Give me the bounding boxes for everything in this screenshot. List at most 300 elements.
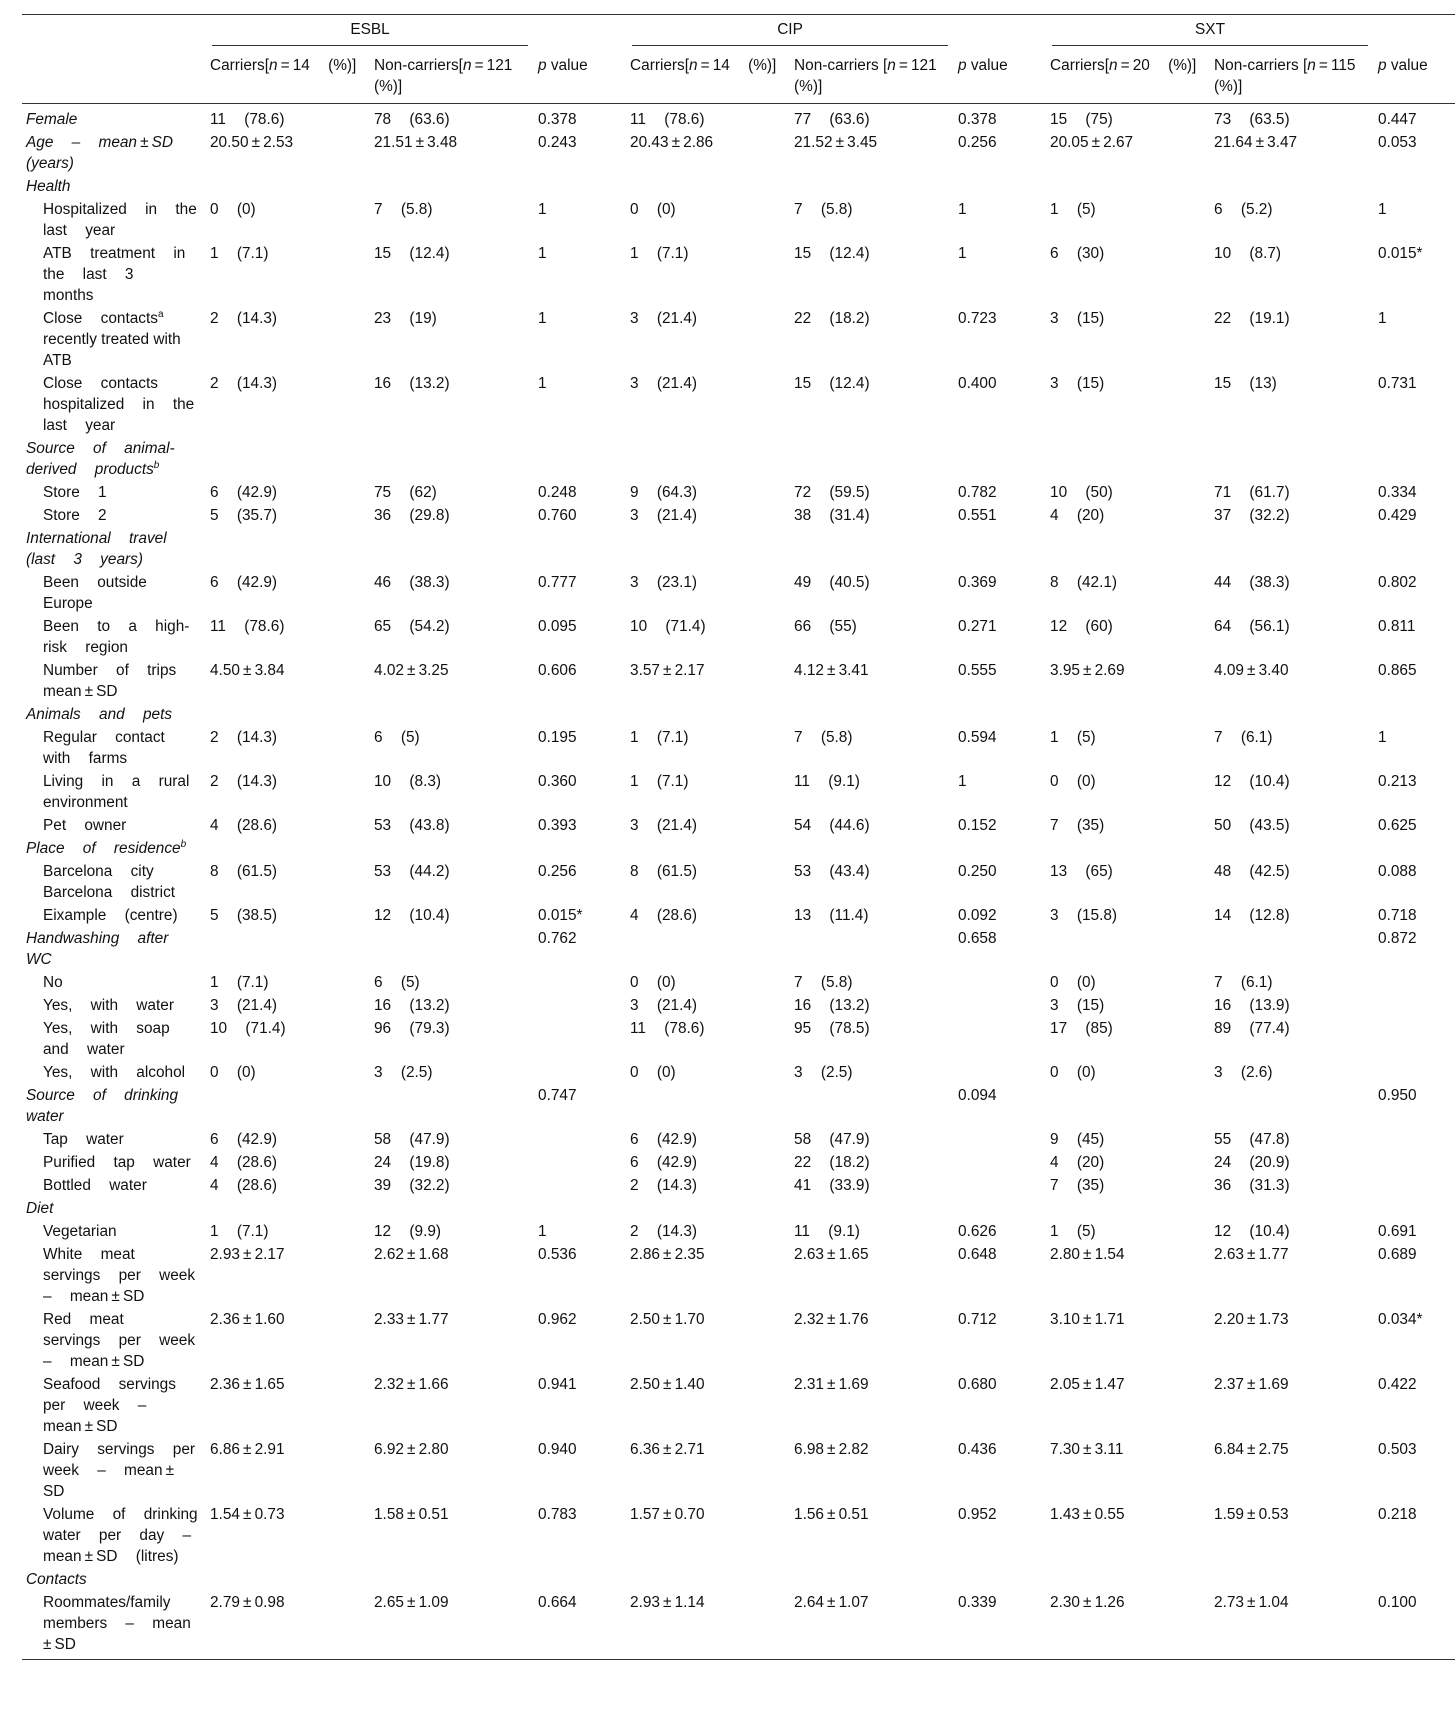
value-cell: 2.33 ± 1.77	[374, 1311, 449, 1328]
value-cell: 3.95 ± 2.69	[1050, 662, 1125, 679]
p-value-cell	[534, 175, 626, 198]
p-value-cell	[534, 1061, 626, 1084]
table-row	[22, 1243, 1455, 1308]
value-cell: 20.43 ± 2.86	[630, 134, 714, 151]
p-value-cell: 0.243	[538, 134, 577, 151]
p-value-cell	[954, 837, 1046, 860]
row-label: Place of residence$^b$	[26, 838, 187, 857]
value-cell: 1 (5)	[1050, 729, 1096, 746]
column-header: p value	[954, 51, 1046, 104]
value-cell	[1046, 437, 1210, 481]
value-cell: 6.92 ± 2.80	[374, 1441, 449, 1458]
value-cell: 7 (5.8)	[794, 729, 853, 746]
p-value-cell	[954, 1128, 1046, 1151]
value-cell: 8 (42.1)	[1050, 574, 1118, 591]
p-value-cell: 0.625	[1378, 817, 1417, 834]
value-cell: 23 (19)	[374, 310, 437, 327]
value-cell: 6.98 ± 2.82	[794, 1441, 869, 1458]
value-cell: 21.52 ± 3.45	[794, 134, 878, 151]
value-cell: 3 (21.4)	[630, 507, 698, 524]
value-cell: 3 (15)	[1050, 310, 1105, 327]
category-row	[22, 527, 1455, 571]
footnote-marker: b	[180, 838, 187, 850]
row-label: Tap water	[43, 1131, 124, 1148]
value-cell: 2.63 ± 1.77	[1214, 1246, 1289, 1263]
p-value-cell: 1	[538, 310, 547, 327]
table-row	[22, 1128, 1455, 1151]
p-value-cell	[1374, 437, 1455, 481]
value-cell	[790, 837, 954, 860]
p-value-cell: 0.689	[1378, 1246, 1417, 1263]
table-body	[22, 104, 1455, 1660]
value-cell	[626, 175, 790, 198]
p-value-cell: 0.094	[958, 1087, 997, 1104]
table-row	[22, 994, 1455, 1017]
value-cell: 1 (5)	[1050, 1223, 1096, 1240]
value-cell: 20.50 ± 2.53	[210, 134, 294, 151]
p-value-cell	[954, 527, 1046, 571]
row-label: ATB treatment in the last 3 months	[43, 245, 186, 304]
value-cell: 1.59 ± 0.53	[1214, 1506, 1289, 1523]
value-cell: 11 (9.1)	[794, 773, 860, 790]
value-cell: 6 (5.2)	[1214, 201, 1273, 218]
value-cell	[370, 1568, 534, 1591]
column-header-row	[22, 51, 1455, 104]
p-value-cell: 0.248	[538, 484, 577, 501]
table-row	[22, 242, 1455, 307]
p-value-cell: 0.378	[538, 111, 577, 128]
value-cell: 3 (2.5)	[794, 1064, 853, 1081]
p-value-cell: 0.088	[1378, 863, 1417, 880]
value-cell: 5 (38.5)	[210, 907, 278, 924]
value-cell	[790, 1084, 954, 1128]
p-value-cell: 0.339	[954, 1591, 1046, 1660]
category-row	[22, 437, 1455, 481]
value-cell: 0 (0)	[210, 201, 256, 218]
value-cell: 2.50 ± 1.70	[630, 1311, 705, 1328]
p-value-cell: 0.551	[958, 507, 997, 524]
p-value-cell	[1374, 175, 1455, 198]
value-cell: 2.79 ± 0.98	[206, 1591, 370, 1660]
p-value-cell	[954, 1568, 1046, 1591]
row-label: Female	[26, 111, 78, 128]
p-value-cell	[1374, 703, 1455, 726]
p-value-cell: 1	[1378, 729, 1387, 746]
value-cell: 7 (5.8)	[794, 201, 853, 218]
column-header: p value	[534, 51, 626, 104]
p-value-cell: 1	[958, 773, 967, 790]
category-row	[22, 1568, 1455, 1591]
value-cell	[1210, 1568, 1374, 1591]
category-row	[22, 927, 1455, 971]
value-cell: 16 (13.9)	[1214, 997, 1290, 1014]
category-row	[22, 104, 1455, 132]
value-cell: 4 (28.6)	[210, 1154, 278, 1171]
p-value-cell	[954, 1151, 1046, 1174]
p-value-cell: 0.152	[958, 817, 997, 834]
value-cell	[1046, 927, 1210, 971]
p-value-cell	[1374, 527, 1455, 571]
p-value-cell	[1374, 971, 1455, 994]
value-cell: 50 (43.5)	[1214, 817, 1290, 834]
value-cell	[626, 1084, 790, 1128]
value-cell: 78 (63.6)	[374, 111, 450, 128]
p-value-cell: 0.447	[1378, 111, 1417, 128]
p-value-cell	[534, 971, 626, 994]
value-cell: 10 (8.3)	[374, 773, 442, 790]
value-cell: 75 (62)	[374, 484, 437, 501]
value-cell: 1 (7.1)	[630, 773, 689, 790]
value-cell: 7 (5.8)	[374, 201, 433, 218]
p-value-cell: 0.606	[538, 662, 577, 679]
value-cell	[370, 527, 534, 571]
value-cell: 21.51 ± 3.48	[374, 134, 458, 151]
value-cell: 6.36 ± 2.71	[630, 1441, 705, 1458]
value-cell: 3 (15.8)	[1050, 907, 1118, 924]
row-label: Animals and pets	[26, 706, 173, 723]
value-cell: 7 (35)	[1050, 817, 1105, 834]
value-cell: 4.50 ± 3.84	[210, 662, 285, 679]
table-row	[22, 198, 1455, 242]
row-label: Volume of drinking water per day – mean ± SD (litres)	[43, 1506, 198, 1565]
p-value-cell: 0.195	[538, 729, 577, 746]
table-row	[22, 971, 1455, 994]
value-cell: 13 (65)	[1050, 863, 1113, 880]
p-value-cell: 0.664	[534, 1591, 626, 1660]
value-cell: 49 (40.5)	[794, 574, 870, 591]
value-cell: 6 (42.9)	[630, 1131, 698, 1148]
value-cell	[1046, 175, 1210, 198]
column-header: Carriers[n = 20 (%)]	[1046, 51, 1210, 104]
value-cell: 1.56 ± 0.51	[794, 1506, 869, 1523]
value-cell: 7 (35)	[1050, 1177, 1105, 1194]
p-value-cell	[1374, 1061, 1455, 1084]
p-value-cell	[534, 1128, 626, 1151]
p-value-cell: 0.691	[1378, 1223, 1417, 1240]
value-cell: 16 (13.2)	[374, 997, 450, 1014]
table-row	[22, 814, 1455, 837]
p-value-cell: 0.422	[1378, 1376, 1417, 1393]
p-value-cell: 0.952	[958, 1506, 997, 1523]
p-value-cell	[534, 1017, 626, 1061]
value-cell: 6.86 ± 2.91	[210, 1441, 285, 1458]
p-value-cell: 0.777	[538, 574, 577, 591]
column-header: Non-carriers [n = 121 (%)]	[790, 51, 954, 104]
value-cell	[790, 527, 954, 571]
row-label: Source of drinking water	[26, 1087, 179, 1125]
p-value-cell	[534, 994, 626, 1017]
table-row	[22, 615, 1455, 659]
table-row	[22, 904, 1455, 927]
row-label: Store 1	[43, 484, 107, 501]
value-cell	[790, 437, 954, 481]
p-value-cell	[1374, 1151, 1455, 1174]
value-cell: 16 (13.2)	[794, 997, 870, 1014]
value-cell: 2.65 ± 1.09	[370, 1591, 534, 1660]
row-label: Vegetarian	[43, 1223, 117, 1240]
p-value-cell: 0.762	[538, 930, 577, 947]
row-label: Barcelona city Barcelona district	[43, 863, 176, 901]
value-cell	[626, 927, 790, 971]
value-cell	[206, 175, 370, 198]
value-cell: 39 (32.2)	[374, 1177, 450, 1194]
value-cell: 2 (14.3)	[210, 375, 278, 392]
value-cell: 12 (60)	[1050, 618, 1113, 635]
p-value-cell: 0.100	[1374, 1591, 1455, 1660]
value-cell: 2.73 ± 1.04	[1210, 1591, 1374, 1660]
category-row	[22, 1197, 1455, 1220]
value-cell: 3 (21.4)	[210, 997, 278, 1014]
value-cell: 1.54 ± 0.73	[210, 1506, 285, 1523]
value-cell: 24 (19.8)	[374, 1154, 450, 1171]
group-spacer	[534, 15, 626, 52]
value-cell: 20.05 ± 2.67	[1050, 134, 1134, 151]
value-cell	[1210, 527, 1374, 571]
value-cell: 7.30 ± 3.11	[1050, 1441, 1124, 1458]
value-cell: 2 (14.3)	[210, 729, 278, 746]
footnote-marker: a	[157, 308, 164, 320]
value-cell: 2 (14.3)	[210, 310, 278, 327]
p-value-cell	[954, 971, 1046, 994]
p-value-cell: 0.718	[1378, 907, 1417, 924]
p-value-cell: 0.053	[1378, 134, 1417, 151]
value-cell: 2.80 ± 1.54	[1050, 1246, 1125, 1263]
column-header: p value	[1374, 51, 1455, 104]
table-row	[22, 1061, 1455, 1084]
table-row	[22, 1017, 1455, 1061]
p-value-cell	[534, 837, 626, 860]
table-row	[22, 860, 1455, 904]
p-value-cell	[954, 437, 1046, 481]
p-value-cell: 0.950	[1378, 1087, 1417, 1104]
value-cell: 4 (20)	[1050, 1154, 1105, 1171]
value-cell: 1 (7.1)	[210, 1223, 269, 1240]
value-cell: 9 (45)	[1050, 1131, 1105, 1148]
row-label: Regular contact with farms	[43, 729, 165, 767]
p-value-cell	[534, 527, 626, 571]
p-value-cell: 0.218	[1378, 1506, 1417, 1523]
value-cell: 2.20 ± 1.73	[1214, 1311, 1289, 1328]
value-cell	[626, 703, 790, 726]
p-value-cell: 0.400	[958, 375, 997, 392]
value-cell	[626, 1197, 790, 1220]
value-cell: 53 (43.4)	[794, 863, 870, 880]
p-value-cell: 0.731	[1378, 375, 1417, 392]
value-cell: 3.57 ± 2.17	[630, 662, 705, 679]
value-cell: 0 (0)	[1050, 773, 1096, 790]
p-value-cell: 0.941	[538, 1376, 577, 1393]
value-cell: 22 (18.2)	[794, 1154, 870, 1171]
p-value-cell	[1374, 837, 1455, 860]
row-label: Dairy servings per week – mean ± SD	[43, 1441, 196, 1500]
table-row	[22, 1174, 1455, 1197]
value-cell: 3 (23.1)	[630, 574, 698, 591]
row-label: International travel (last 3 years)	[26, 530, 167, 568]
value-cell: 6 (42.9)	[630, 1154, 698, 1171]
p-value-cell: 0.536	[538, 1246, 577, 1263]
value-cell: 10 (50)	[1050, 484, 1113, 501]
value-cell: 53 (43.8)	[374, 817, 450, 834]
value-cell: 0 (0)	[630, 974, 676, 991]
value-cell: 2.30 ± 1.26	[1046, 1591, 1210, 1660]
p-value-cell: 0.783	[538, 1506, 577, 1523]
value-cell: 2.93 ± 1.14	[626, 1591, 790, 1660]
p-value-cell	[534, 1197, 626, 1220]
value-cell: 72 (59.5)	[794, 484, 870, 501]
table-row	[22, 372, 1455, 437]
p-value-cell: 0.034*	[1378, 1311, 1423, 1328]
value-cell: 1 (7.1)	[210, 245, 269, 262]
value-cell	[790, 703, 954, 726]
value-cell: 12 (10.4)	[374, 907, 450, 924]
value-cell: 15 (12.4)	[374, 245, 450, 262]
value-cell: 22 (19.1)	[1214, 310, 1290, 327]
value-cell	[1210, 175, 1374, 198]
value-cell: 2.62 ± 1.68	[374, 1246, 449, 1263]
row-label: Bottled water	[43, 1177, 147, 1194]
value-cell: 3 (21.4)	[630, 997, 698, 1014]
value-cell: 95 (78.5)	[794, 1020, 870, 1037]
value-cell: 13 (11.4)	[794, 907, 869, 924]
table-row	[22, 726, 1455, 770]
p-value-cell	[534, 1568, 626, 1591]
p-value-cell: 0.271	[958, 618, 997, 635]
row-label: Hospitalized in the last year	[43, 201, 197, 239]
p-value-cell: 1	[958, 245, 967, 262]
value-cell	[206, 703, 370, 726]
p-value-cell: 0.811	[1378, 618, 1416, 635]
p-value-cell	[954, 1197, 1046, 1220]
table-row	[22, 571, 1455, 615]
value-cell	[206, 437, 370, 481]
value-cell	[370, 1197, 534, 1220]
value-cell: 15 (12.4)	[794, 375, 870, 392]
value-cell: 3 (21.4)	[630, 817, 698, 834]
row-label: Been to a high-risk region	[43, 618, 190, 656]
value-cell: 37 (32.2)	[1214, 507, 1290, 524]
corner-cell	[22, 51, 206, 104]
p-value-cell: 0.378	[958, 111, 997, 128]
p-value-cell	[954, 994, 1046, 1017]
group-spacer	[954, 15, 1046, 52]
row-label: Roommates/family members – mean ± SD	[22, 1591, 206, 1660]
value-cell: 15 (13)	[1214, 375, 1277, 392]
value-cell: 7 (5.8)	[794, 974, 853, 991]
value-cell: 55 (47.8)	[1214, 1131, 1290, 1148]
value-cell: 7 (6.1)	[1214, 729, 1273, 746]
value-cell: 8 (61.5)	[630, 863, 698, 880]
p-value-cell	[1374, 1568, 1455, 1591]
value-cell	[626, 837, 790, 860]
p-value-cell: 0.256	[958, 134, 997, 151]
value-cell: 71 (61.7)	[1214, 484, 1290, 501]
value-cell: 36 (29.8)	[374, 507, 450, 524]
value-cell: 2 (14.3)	[630, 1223, 698, 1240]
p-value-cell	[1374, 1197, 1455, 1220]
p-value-cell: 0.015*	[538, 907, 583, 924]
p-value-cell	[1374, 994, 1455, 1017]
group-header-row	[22, 15, 1455, 52]
p-value-cell	[954, 175, 1046, 198]
p-value-cell	[1374, 1017, 1455, 1061]
row-label: Number of trips mean ± SD	[43, 662, 177, 700]
value-cell: 64 (56.1)	[1214, 618, 1290, 635]
value-cell: 2.64 ± 1.07	[790, 1591, 954, 1660]
row-label: Purified tap water	[43, 1154, 191, 1171]
value-cell: 11 (78.6)	[630, 1020, 705, 1037]
p-value-cell	[534, 703, 626, 726]
table-row	[22, 1438, 1455, 1503]
p-value-cell: 0.962	[538, 1311, 577, 1328]
category-row	[22, 703, 1455, 726]
value-cell: 2.32 ± 1.66	[374, 1376, 449, 1393]
value-cell: 1 (5)	[1050, 201, 1096, 218]
value-cell: 6 (5)	[374, 974, 420, 991]
p-value-cell: 0.648	[958, 1246, 997, 1263]
table-row	[22, 659, 1455, 703]
value-cell: 2.50 ± 1.40	[630, 1376, 705, 1393]
value-cell: 22 (18.2)	[794, 310, 870, 327]
value-cell	[1210, 837, 1374, 860]
category-row	[22, 175, 1455, 198]
value-cell: 6 (30)	[1050, 245, 1105, 262]
value-cell: 6 (42.9)	[210, 484, 278, 501]
column-header: Carriers[n = 14 (%)]	[626, 51, 790, 104]
value-cell: 6.84 ± 2.75	[1214, 1441, 1289, 1458]
value-cell: 96 (79.3)	[374, 1020, 450, 1037]
value-cell: 3 (15)	[1050, 997, 1105, 1014]
value-cell: 3.10 ± 1.71	[1050, 1311, 1125, 1328]
value-cell	[790, 927, 954, 971]
table-row	[22, 481, 1455, 504]
value-cell: 11 (9.1)	[794, 1223, 860, 1240]
value-cell: 2.36 ± 1.65	[210, 1376, 285, 1393]
value-cell: 0 (0)	[210, 1064, 256, 1081]
value-cell: 6 (42.9)	[210, 1131, 278, 1148]
value-cell: 66 (55)	[794, 618, 857, 635]
value-cell	[626, 437, 790, 481]
p-value-cell: 0.256	[538, 863, 577, 880]
value-cell: 2 (14.3)	[210, 773, 278, 790]
value-cell	[370, 837, 534, 860]
value-cell: 2.86 ± 2.35	[630, 1246, 705, 1263]
value-cell: 6 (5)	[374, 729, 420, 746]
p-value-cell: 1	[538, 245, 547, 262]
value-cell: 4.09 ± 3.40	[1214, 662, 1289, 679]
value-cell: 0 (0)	[630, 201, 676, 218]
value-cell	[1046, 1197, 1210, 1220]
value-cell: 3 (15)	[1050, 375, 1105, 392]
value-cell: 4.02 ± 3.25	[374, 662, 449, 679]
p-value-cell: 1	[1378, 201, 1387, 218]
value-cell: 65 (54.2)	[374, 618, 450, 635]
value-cell	[1046, 1568, 1210, 1591]
value-cell	[1046, 527, 1210, 571]
row-label: Age – mean ± SD (years)	[26, 134, 173, 172]
p-value-cell: 0.436	[958, 1441, 997, 1458]
row-label: Seafood servings per week – mean ± SD	[43, 1376, 176, 1435]
table-row	[22, 1220, 1455, 1243]
row-label: Handwashing after WC	[26, 930, 169, 968]
table-row	[22, 1503, 1455, 1568]
value-cell	[370, 1084, 534, 1128]
p-value-cell: 0.213	[1378, 773, 1417, 790]
value-cell: 2.31 ± 1.69	[794, 1376, 869, 1393]
p-value-cell: 1	[538, 375, 547, 392]
value-cell: 21.64 ± 3.47	[1214, 134, 1298, 151]
p-value-cell: 1	[538, 1223, 547, 1240]
value-cell: 73 (63.5)	[1214, 111, 1290, 128]
